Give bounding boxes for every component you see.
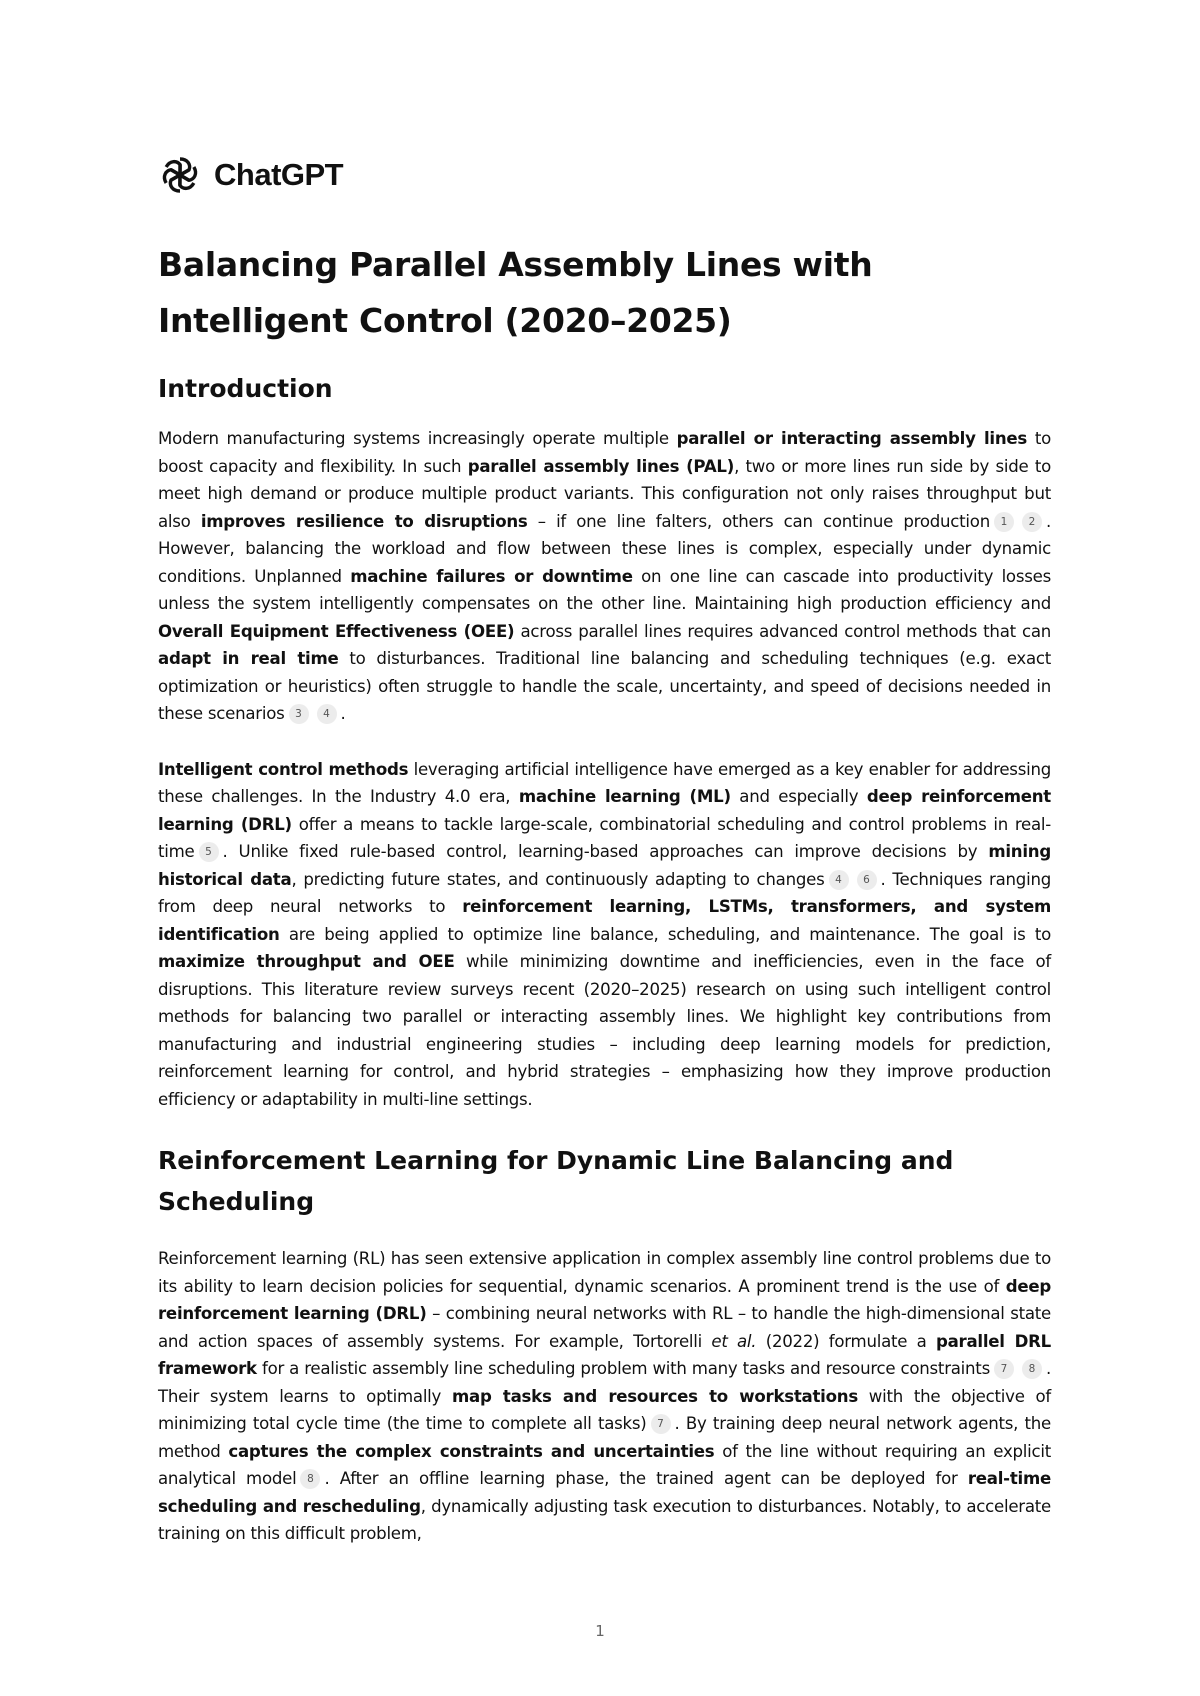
document-title: Balancing Parallel Assembly Lines with Intelligent Control (2020–2025) — [158, 245, 873, 340]
text-run: with the objective of minimizing total cycle time (the time to complete all tasks) — [158, 1386, 1051, 1433]
bold-run: parallel assembly lines (PAL) — [467, 456, 735, 476]
citation-badge[interactable]: 3 — [289, 704, 309, 724]
citation-badge[interactable]: 1 — [994, 512, 1014, 532]
document-page — [158, 150, 1051, 1548]
bold-run: reinforcement learning, LSTMs, transformers, and system identification — [158, 897, 1051, 944]
italic-run: et al. — [711, 1331, 757, 1351]
citation-badge[interactable]: 2 — [1022, 512, 1042, 532]
bold-run: parallel or interacting assembly lines — [676, 429, 1028, 448]
bold-run: Intelligent control methods — [158, 759, 409, 779]
bold-run: maximize throughput and OEE — [158, 952, 455, 971]
text-run: . Techniques ranging from deep neural networks to — [158, 869, 1051, 916]
text-run: , two or more lines run side by side to meet high demand or produce multiple product variants. This configuration not only raises throughput but also — [158, 456, 1051, 531]
text-run: . Unlike fixed rule-based control, learning-based approaches can improve decisions by — [222, 842, 989, 861]
bold-run: real-time scheduling and rescheduling — [158, 1469, 1051, 1516]
bold-run: machine learning (ML) — [518, 787, 731, 806]
bold-run: parallel DRL framework — [158, 1331, 1051, 1378]
citation-badge[interactable]: 8 — [1022, 1359, 1042, 1379]
bold-run: improves resilience to disruptions — [200, 511, 528, 531]
bold-run: deep reinforcement learning (DRL) — [158, 787, 1051, 834]
text-run: to disturbances. Traditional line balancing and scheduling techniques (e.g. exact optimization or heuristics) often struggle to handle the scale, uncertainty, and speed of decisions needed in these scenarios — [158, 649, 1051, 723]
rl-paragraph-1 — [158, 1245, 1051, 1548]
text-run: . — [340, 704, 346, 723]
citation-badge[interactable]: 6 — [857, 870, 877, 890]
citation-badge[interactable]: 8 — [300, 1469, 320, 1489]
text-run: leveraging artificial intelligence have emerged as a key enabler for addressing these challenges. In the Industry 4.0 era, — [158, 759, 1052, 806]
text-run: of the line without requiring an explicit analytical model — [158, 1441, 1052, 1488]
text-run: . Their system learns to optimally — [158, 1359, 1051, 1406]
text-run: for a realistic assembly line scheduling problem with many tasks and resource constraints — [256, 1359, 990, 1378]
bold-run: machine failures or downtime — [350, 566, 633, 586]
brand-logo — [158, 150, 1051, 200]
text-run: and especially — [730, 787, 867, 806]
text-run: (2022) formulate a — [756, 1331, 936, 1351]
page-number: 1 — [595, 1622, 605, 1640]
text-run: . After an offline learning phase, the trained agent can be deployed for — [324, 1469, 968, 1488]
text-run: , dynamically adjusting task execution to disturbances. Notably, to accelerate training on this difficult problem, — [158, 1496, 1052, 1543]
bold-run: Overall Equipment Effectiveness (OEE) — [158, 621, 515, 641]
text-run: . However, balancing the workload and flow between these lines is complex, especially under dynamic conditions. Unplanned — [158, 511, 1051, 586]
citation-badge[interactable]: 5 — [199, 842, 219, 862]
bold-run: map tasks and resources to workstations — [451, 1386, 858, 1406]
bold-run: mining historical data — [158, 842, 1051, 889]
citation-badge[interactable]: 7 — [651, 1414, 671, 1434]
text-run: offer a means to tackle large-scale, combinatorial scheduling and control problems in real-time — [158, 814, 1052, 861]
section-heading-introduction: Introduction — [158, 374, 333, 403]
section-heading-reinforcement-learning: Reinforcement Learning for Dynamic Line Balancing and Scheduling — [158, 1146, 954, 1216]
text-run: . By training deep neural network agents, the method — [158, 1414, 1051, 1461]
bold-run: captures the complex constraints and uncertainties — [228, 1441, 715, 1461]
text-run: , predicting future states, and continuously adapting to changes — [291, 869, 825, 889]
text-run: on one line can cascade into productivity losses unless the system intelligently compensates on the other line. Maintaining high production efficiency and — [158, 566, 1051, 613]
text-run: while minimizing downtime and inefficiencies, even in the face of disruptions. This literature review surveys recent (2020–2025) research on using such intelligent control methods for balancing two parallel or interacting assembly lines. We highlight key contributions from manufacturing and industrial engineering studies – including deep learning models for prediction, reinforcement learning for control, and hybrid strategies – emphasizing how they improve production efficiency or adaptability in multi-line settings. — [158, 952, 1051, 1109]
intro-paragraph-2 — [158, 756, 1051, 1114]
openai-logo-icon — [158, 153, 202, 197]
text-run: – combining neural networks with RL – to handle the high-dimensional state and action spaces of assembly systems. For example, Tortorelli — [158, 1304, 1051, 1351]
logo-text: ChatGPT — [214, 157, 344, 192]
text-run: across parallel lines requires advanced control methods that can — [514, 621, 1051, 641]
citation-badge[interactable]: 4 — [829, 870, 849, 890]
intro-paragraph-1 — [158, 425, 1051, 728]
bold-run: adapt in real time — [158, 649, 339, 668]
citation-badge[interactable]: 4 — [317, 704, 337, 724]
citation-badge[interactable]: 7 — [994, 1359, 1014, 1379]
text-run: – if one line falters, others can continue production — [527, 511, 990, 531]
text-run: Modern manufacturing systems increasingly operate multiple — [158, 429, 677, 448]
bold-run: deep reinforcement learning (DRL) — [158, 1276, 1051, 1323]
text-run: are being applied to optimize line balance, scheduling, and maintenance. The goal is to — [279, 924, 1051, 944]
text-run: Reinforcement learning (RL) has seen extensive application in complex assembly line control problems due to its ability to learn decision policies for sequential, dynamic scenarios. A prominent trend is the use of — [158, 1249, 1051, 1296]
text-run: to boost capacity and flexibility. In such — [158, 429, 1051, 476]
